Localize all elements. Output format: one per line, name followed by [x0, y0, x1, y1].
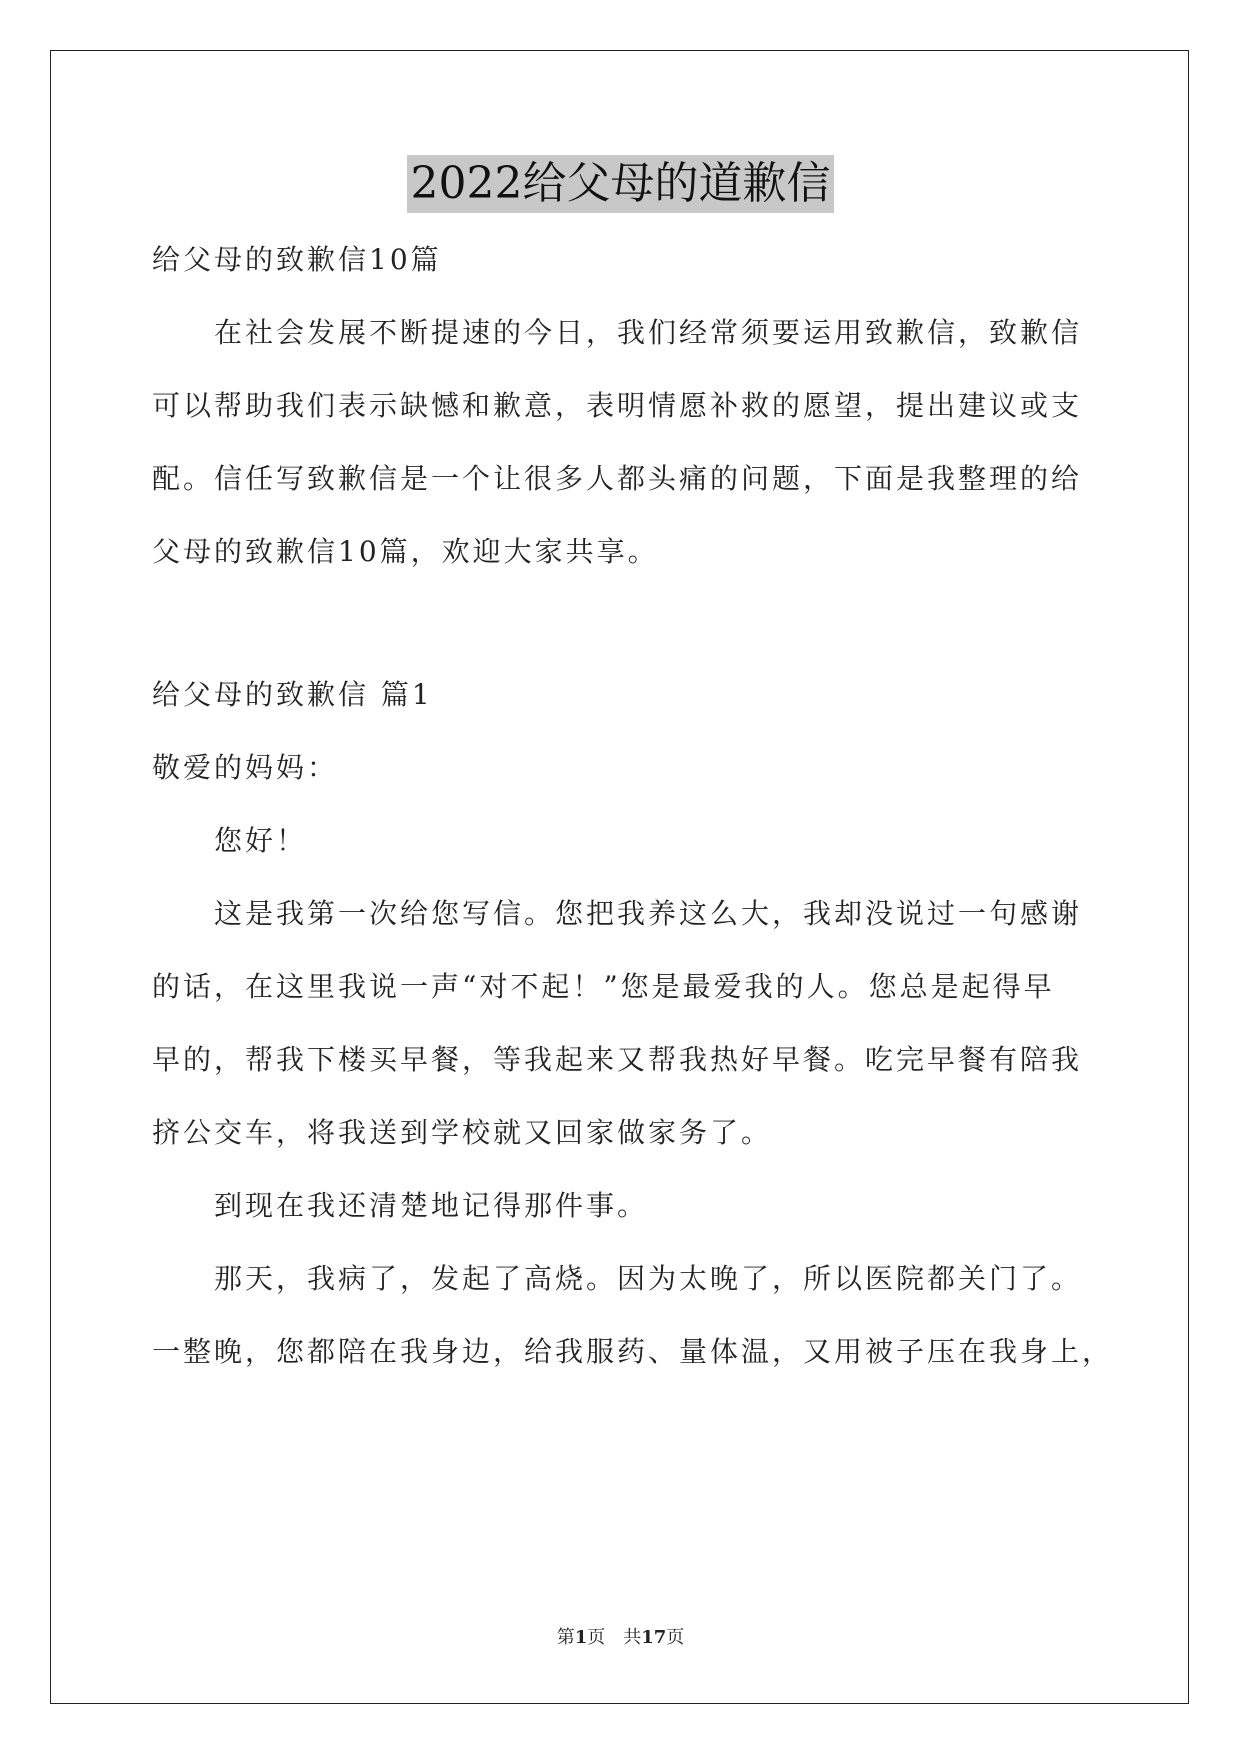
- page-border: [50, 50, 1189, 1704]
- paragraph-line: 一整晚，您都陪在我身边，给我服药、量体温，又用被子压在我身上，: [152, 1335, 1114, 1368]
- greeting: 您好！: [214, 824, 308, 857]
- current-page-number: 1: [574, 1627, 588, 1648]
- document-title: 2022给父母的道歉信: [407, 155, 835, 213]
- paragraph-line: 的话，在这里我说一声“对不起！”您是最爱我的人。您总是起得早: [152, 970, 1055, 1003]
- salutation: 敬爱的妈妈：: [152, 751, 339, 784]
- paragraph-line: 可以帮助我们表示缺憾和歉意，表明情愿补救的愿望，提出建议或支: [152, 389, 1083, 422]
- paragraph-line: 这是我第一次给您写信。您把我养这么大，我却没说过一句感谢: [214, 897, 1083, 930]
- paragraph-line: 那天，我病了，发起了高烧。因为太晚了，所以医院都关门了。: [214, 1262, 1083, 1295]
- section-heading: 给父母的致歉信 篇1: [152, 678, 433, 711]
- paragraph-line: 到现在我还清楚地记得那件事。: [214, 1189, 649, 1222]
- footer-middle: 页 共: [587, 1627, 642, 1648]
- page-footer: [0, 1626, 1241, 1650]
- paragraph-line: 早的，帮我下楼买早餐，等我起来又帮我热好早餐。吃完早餐有陪我: [152, 1043, 1083, 1076]
- footer-prefix: 第: [556, 1627, 575, 1648]
- total-page-number: 17: [641, 1627, 667, 1648]
- subtitle: 给父母的致歉信10篇: [152, 243, 442, 276]
- footer-suffix: 页: [666, 1627, 685, 1648]
- paragraph-line: 在社会发展不断提速的今日，我们经常须要运用致歉信，致歉信: [214, 316, 1083, 349]
- paragraph-line: 父母的致歉信10篇，欢迎大家共享。: [152, 535, 659, 568]
- paragraph-line: 配。信任写致歉信是一个让很多人都头痛的问题，下面是我整理的给: [152, 462, 1083, 495]
- title-container: [0, 155, 1241, 213]
- paragraph-line: 挤公交车，将我送到学校就又回家做家务了。: [152, 1116, 773, 1149]
